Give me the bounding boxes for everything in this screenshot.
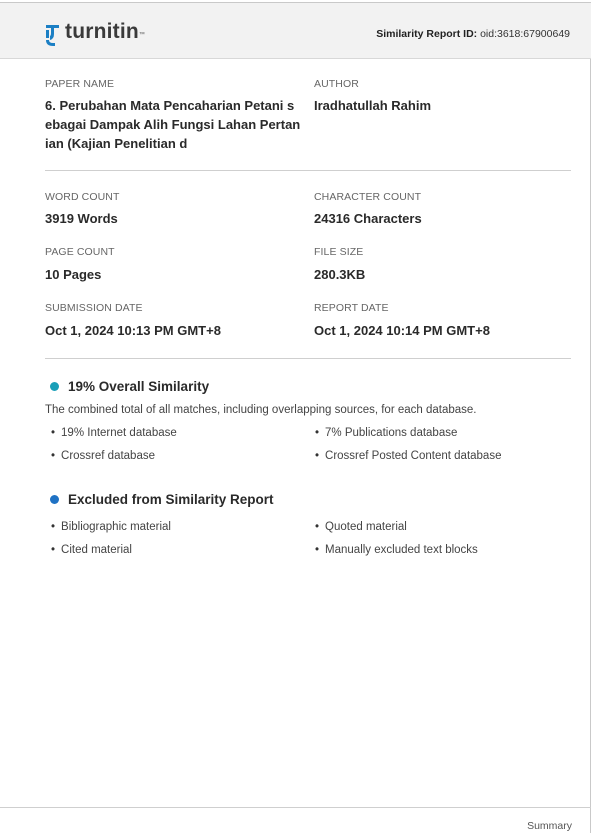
paper-name-line: ebagai Dampak Alih Fungsi Lahan Pertan (45, 117, 301, 132)
similarity-report-id (376, 28, 570, 40)
author-name: Iradhatullah Rahim (314, 98, 432, 113)
report-id-label: Similarity Report ID: (376, 28, 478, 40)
submission-date-label: SUBMISSION DATE (45, 302, 143, 314)
excluded-heading (50, 492, 274, 507)
similarity-dot-icon (50, 382, 59, 391)
turnitin-logo (43, 17, 145, 49)
page-count-value: 10 Pages (45, 267, 102, 282)
submission-date-value: Oct 1, 2024 10:13 PM GMT+8 (45, 323, 221, 338)
report-header (0, 3, 591, 59)
character-count-label: CHARACTER COUNT (314, 191, 422, 203)
excluded-item: • Cited material (51, 544, 132, 556)
report-date-label: REPORT DATE (314, 302, 389, 314)
paper-name-line: 6. Perubahan Mata Pencaharian Petani s (45, 98, 295, 113)
page-count-label: PAGE COUNT (45, 246, 115, 258)
word-count-label: WORD COUNT (45, 191, 120, 203)
paper-name-label: PAPER NAME (45, 78, 115, 90)
excluded-item: • Bibliographic material (51, 521, 171, 533)
excluded-item: • Manually excluded text blocks (315, 544, 478, 556)
similarity-description: The combined total of all matches, including overlapping sources, for each database. (45, 404, 477, 416)
report-date-value: Oct 1, 2024 10:14 PM GMT+8 (314, 323, 490, 338)
excluded-title: Excluded from Similarity Report (68, 492, 274, 507)
divider (45, 358, 571, 359)
database-item: • 19% Internet database (51, 427, 177, 439)
divider (45, 170, 571, 171)
word-count-value: 3919 Words (45, 211, 118, 226)
database-item: • Crossref database (51, 450, 155, 462)
character-count-value: 24316 Characters (314, 211, 422, 226)
database-item: • 7% Publications database (315, 427, 457, 439)
file-size-label: FILE SIZE (314, 246, 364, 258)
turnitin-logo-icon (43, 19, 62, 47)
trademark-mark: ™ (138, 32, 145, 38)
author-label: AUTHOR (314, 78, 359, 90)
excluded-item: • Quoted material (315, 521, 407, 533)
report-id-value: oid:3618:67900649 (480, 28, 570, 40)
database-item: • Crossref Posted Content database (315, 450, 501, 462)
paper-name-line: ian (Kajian Penelitian d (45, 136, 188, 151)
paper-name (45, 96, 310, 153)
footer-summary-label: Summary (527, 820, 572, 832)
logo-wordmark: turnitin (65, 20, 139, 43)
overall-similarity-heading (50, 379, 209, 394)
file-size-value: 280.3KB (314, 267, 366, 282)
excluded-dot-icon (50, 495, 59, 504)
footer-divider (0, 807, 591, 808)
overall-similarity-title: 19% Overall Similarity (68, 379, 210, 394)
